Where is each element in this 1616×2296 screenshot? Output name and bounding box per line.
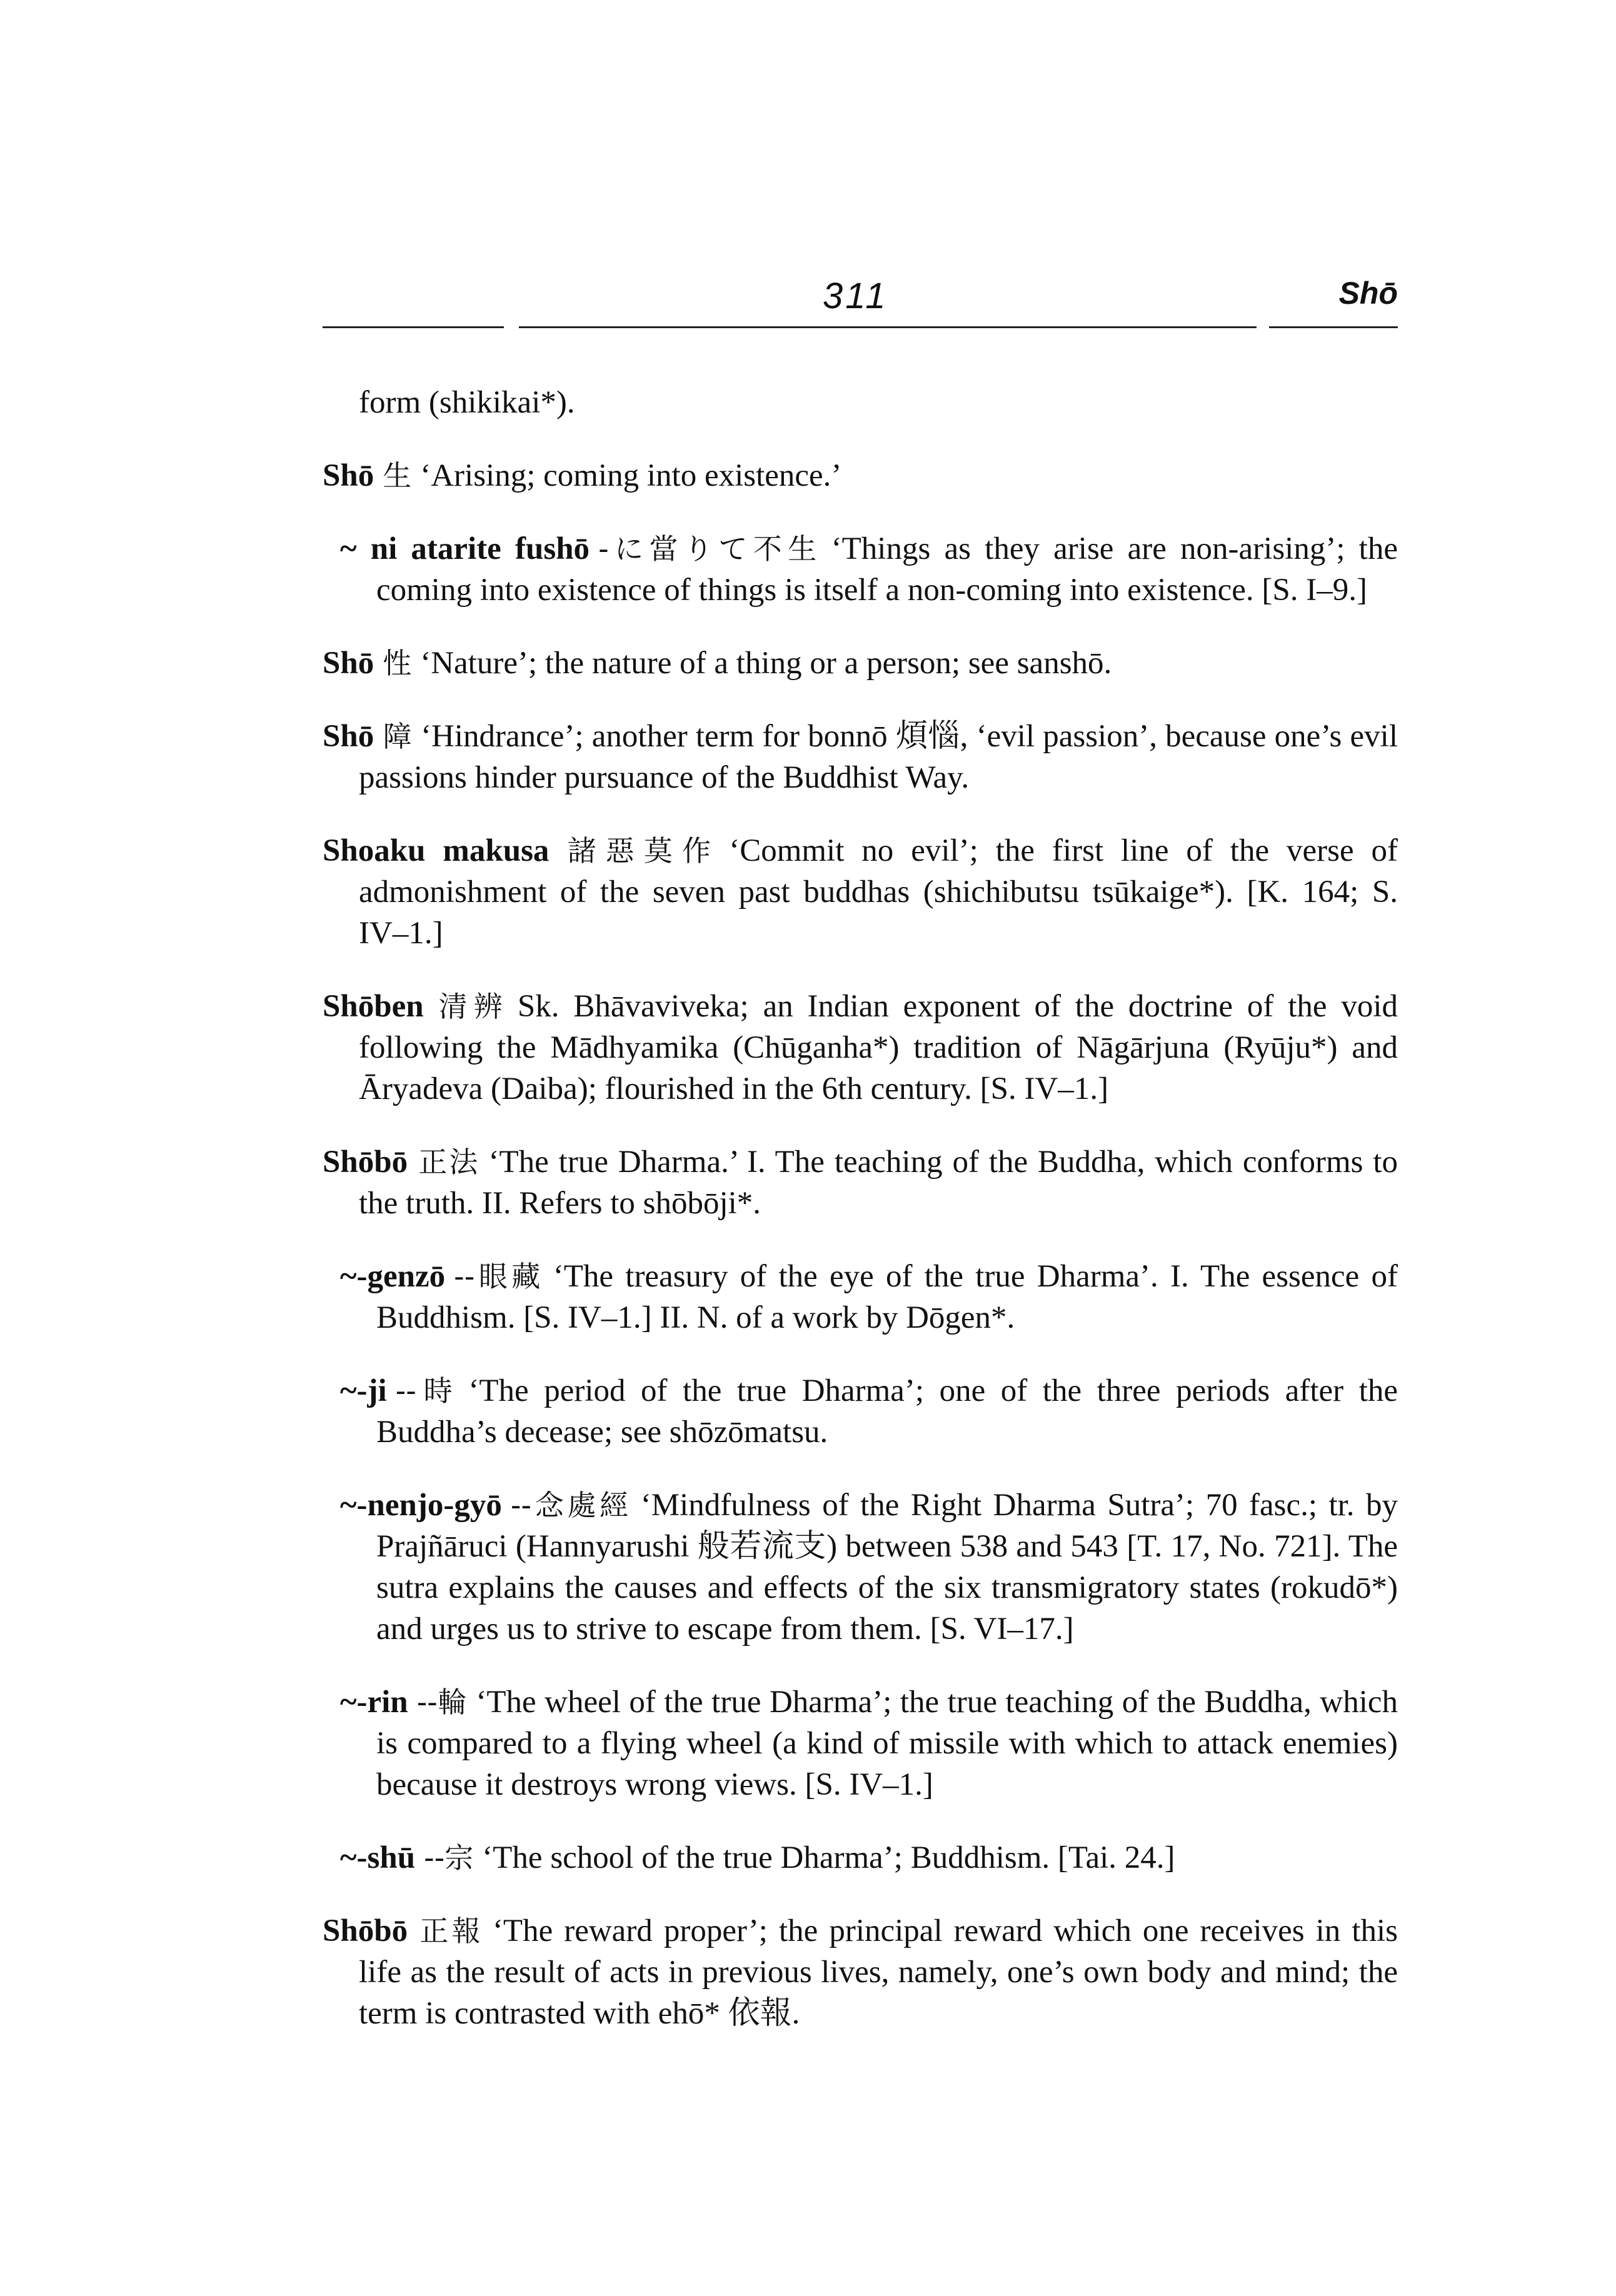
entry-kanji: 障 — [383, 719, 413, 753]
entry-definition: another term for bonnō 煩惱, ‘evil passion’, because one’s evil passions hinder pursuance of the Buddhist Way. — [359, 719, 1398, 795]
entry-headword: Shoaku makusa — [323, 833, 550, 868]
entry-definition: Buddhism. [Tai. 24.] — [910, 1840, 1175, 1875]
dictionary-entry — [323, 986, 1398, 1110]
dictionary-entry — [340, 1682, 1398, 1805]
entry-gloss: ‘The treasury of the eye of the true Dharma’. — [553, 1259, 1158, 1294]
running-head: Shō — [1338, 276, 1398, 311]
entry-gloss: ‘The period of the true Dharma’; — [468, 1373, 925, 1408]
entry-kanji: 清辨 — [432, 990, 509, 1023]
header-rule — [519, 326, 1257, 328]
entry-gloss: ‘Mindfulness of the Right Dharma Sutra’; — [640, 1488, 1195, 1523]
entry-headword: Shō — [323, 646, 374, 681]
entry-definition: one of the three periods after the Buddha’s decease; see shōzōmatsu. — [376, 1373, 1398, 1450]
entry-kanji: --輪 — [416, 1685, 468, 1719]
dictionary-entry — [340, 1370, 1398, 1453]
entry-definition: the first line of the verse of admonishment of the seven past buddhas (shichibutsu tsūkaige*). [K. 164; S. IV–1.] — [359, 833, 1398, 951]
page-number: 311 — [823, 276, 888, 316]
dictionary-entry — [323, 1141, 1398, 1224]
entry-kanji: 正法 — [416, 1145, 480, 1179]
entry-kanji: 諸惡莫作 — [558, 834, 721, 868]
entry-headword: ~-shū — [340, 1840, 416, 1875]
entry-kanji: --眼藏 — [454, 1260, 545, 1293]
entry-definition: an Indian exponent of the doctrine of the void following the Mādhyamika (Chūganha*) tradition of Nāgārjuna (Ryūju*) and Āryadeva (Daiba); flourished in the 6th century. [S. IV–1.] — [359, 989, 1398, 1106]
dictionary-entry — [323, 716, 1398, 798]
entry-gloss: ‘The wheel of the true Dharma’; — [476, 1685, 892, 1720]
entry-headword: ~ ni atarite fushō — [340, 531, 590, 566]
entry-gloss: ‘Things as they arise are non-arising’; — [831, 531, 1345, 566]
entry-headword: ~-nenjo-gyō — [340, 1488, 502, 1523]
entry-gloss: ‘Arising; coming into existence.’ — [420, 458, 842, 493]
header-rule — [323, 326, 504, 328]
entry-kanji: --宗 — [424, 1841, 474, 1875]
dictionary-entry — [323, 1910, 1398, 2034]
entry-headword: Shōbō — [323, 1913, 408, 1948]
dictionary-entry — [323, 382, 1398, 423]
dictionary-entry — [340, 1837, 1398, 1878]
entry-gloss: ‘Hindrance’; — [421, 719, 584, 754]
entry-definition: the coming into existence of things is itself a non-coming into existence. [S. I–9.] — [376, 531, 1398, 608]
continuation-text: form (shikikai*). — [359, 385, 575, 420]
entry-headword: ~-rin — [340, 1685, 408, 1720]
entry-headword: Shō — [323, 458, 374, 493]
entry-kanji: -に當りて不生 — [598, 532, 823, 566]
entry-headword: Shō — [323, 719, 374, 754]
page-header — [323, 275, 1398, 325]
dictionary-entry — [323, 643, 1398, 684]
dictionary-entry — [323, 830, 1398, 954]
entry-definition: the principal reward which one receives in this life as the result of acts in previous lives, namely, one’s own body and mind; the term is contrasted with ehō* 依報. — [359, 1913, 1398, 2031]
header-rule — [1269, 326, 1398, 328]
entry-definition: the nature of a thing or a person; see sanshō. — [545, 646, 1112, 681]
entry-definition: the true teaching of the Buddha, which is compared to a flying wheel (a kind of missile with which to attack enemies) because it destroys wrong views. [S. IV–1.] — [376, 1685, 1398, 1802]
entry-definition: I. The essence of Buddhism. [S. IV–1.] II. N. of a work by Dōgen*. — [376, 1259, 1398, 1335]
entry-headword: ~-ji — [340, 1373, 387, 1408]
entry-headword: Shōbō — [323, 1145, 408, 1180]
entry-definition: I. The teaching of the Buddha, which conforms to the truth. II. Refers to shōbōji*. — [359, 1145, 1398, 1221]
dictionary-entry — [340, 1256, 1398, 1338]
entries-list — [323, 350, 1398, 2047]
entry-gloss: ‘Nature’; — [420, 646, 538, 681]
entry-headword: Shōben — [323, 989, 424, 1024]
dictionary-entry — [340, 528, 1398, 611]
entry-gloss: ‘Commit no evil’; — [729, 833, 978, 868]
entry-kanji: 性 — [383, 646, 412, 680]
entry-gloss: ‘The true Dharma.’ — [488, 1145, 738, 1180]
dictionary-entry — [340, 1485, 1398, 1650]
entry-kanji: 正報 — [416, 1914, 484, 1948]
entry-kanji: --念處經 — [510, 1488, 632, 1522]
dictionary-entry — [323, 455, 1398, 496]
entry-gloss: ‘The reward proper’; — [492, 1913, 768, 1948]
entry-definition: 70 fasc.; tr. by Prajñāruci (Hannyarushi 般若流支) between 538 and 543 [T. 17, No. 721]. The sutra explains the causes and effects of the six transmigratory states (rokudō*) and urges us to strive to escape from them. [S. VI–17.] — [376, 1488, 1398, 1647]
entry-kanji: 生 — [383, 459, 412, 493]
entry-gloss: Sk. Bhāvaviveka; — [517, 989, 749, 1024]
entry-headword: ~-genzō — [340, 1259, 446, 1294]
entry-gloss: ‘The school of the true Dharma’; — [482, 1840, 903, 1875]
entry-kanji: --時 — [395, 1374, 460, 1408]
